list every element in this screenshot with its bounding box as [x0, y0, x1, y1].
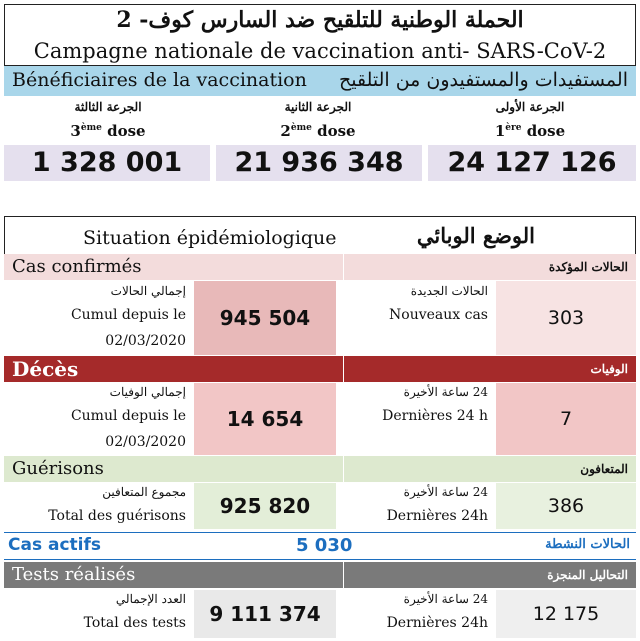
tests-recent-fr: Dernières 24h [386, 615, 488, 631]
confirmed-cumul-fr: Cumul depuis le [70, 307, 186, 323]
dose3-label-fr: 3ème dose [70, 122, 146, 140]
deaths-band [4, 356, 636, 382]
dose1-label-fr: 1ère dose [494, 122, 566, 140]
confirmed-new-ar: الحالات الجديدة [410, 284, 488, 298]
recoveries-label-fr: Guérisons [12, 458, 104, 479]
title-french: Campagne nationale de vaccination anti- SARS-CoV-2 [33, 39, 607, 63]
active-label-fr: Cas actifs [8, 535, 102, 555]
deaths-cumul-fr: Cumul depuis le [70, 408, 186, 424]
confirmed-new-fr: Nouveaux cas [389, 307, 488, 323]
tests-total-fr: Total des tests [83, 615, 186, 631]
recoveries-recent-ar: 24 ساعة الأخيرة [403, 485, 488, 499]
active-label-ar: الحالات النشطة [545, 537, 630, 552]
recoveries-label-ar: المتعافون [580, 462, 628, 476]
band-divider [343, 254, 344, 280]
tests-recent-value: 12 175 [496, 590, 636, 638]
dose1-label-ar: الجرعة الأولى [495, 100, 565, 114]
deaths-recent-value: 7 [496, 383, 636, 455]
dose2-value: 21 936 348 [216, 145, 422, 181]
dose3-value: 1 328 001 [4, 145, 210, 181]
recoveries-total-fr: Total des guérisons [48, 508, 186, 524]
deaths-label-ar: الوفيات [590, 362, 628, 376]
confirmed-label-fr: Cas confirmés [12, 256, 142, 277]
deaths-recent-fr: Dernières 24 h [382, 408, 488, 424]
beneficiaries-label-ar: المستفيدات والمستفيدون من التلقيح [338, 69, 628, 91]
dose3-label-ar: الجرعة الثالثة [74, 100, 142, 114]
beneficiaries-band [4, 66, 636, 96]
confirmed-cumul-value: 945 504 [194, 281, 336, 355]
tests-recent-ar: 24 ساعة الأخيرة [403, 592, 488, 606]
deaths-cumul-ar: إجمالي الوفيات [109, 385, 186, 399]
title-box [4, 4, 636, 66]
confirmed-new-value: 303 [496, 281, 636, 355]
band-divider [343, 356, 344, 382]
confirmed-cumul-ar: إجمالي الحالات [110, 284, 186, 298]
dose1-value: 24 127 126 [428, 145, 636, 181]
deaths-cumul-date: 02/03/2020 [105, 434, 186, 450]
recoveries-recent-fr: Dernières 24h [386, 508, 488, 524]
band-divider [343, 562, 344, 588]
tests-total-value: 9 111 374 [194, 590, 336, 638]
title-arabic: الحملة الوطنية للتلقيح ضد السارس كوف- 2 [116, 7, 524, 33]
dose2-label-ar: الجرعة الثانية [284, 100, 352, 114]
situation-label-fr: Situation épidémiologique [83, 227, 337, 249]
confirmed-label-ar: الحالات المؤكدة [548, 260, 628, 274]
deaths-label-fr: Décès [12, 357, 79, 381]
recoveries-recent-value: 386 [496, 483, 636, 529]
confirmed-band [4, 254, 636, 280]
tests-total-ar: العدد الإجمالي [115, 592, 186, 606]
beneficiaries-label-fr: Bénéficiaires de la vaccination [12, 69, 307, 91]
tests-band [4, 562, 636, 588]
confirmed-cumul-date: 02/03/2020 [105, 333, 186, 349]
dose2-label-fr: 2ème dose [280, 122, 356, 140]
tests-label-ar: التحاليل المنجزة [547, 568, 628, 582]
situation-box [4, 216, 636, 254]
deaths-cumul-value: 14 654 [194, 383, 336, 455]
recoveries-band [4, 456, 636, 482]
situation-label-ar: الوضع الوبائي [416, 223, 535, 248]
deaths-recent-ar: 24 ساعة الأخيرة [403, 385, 488, 399]
band-divider [343, 456, 344, 482]
active-row [4, 532, 636, 560]
tests-label-fr: Tests réalisés [12, 564, 136, 585]
recoveries-total-ar: مجموع المتعافين [102, 485, 186, 499]
recoveries-total-value: 925 820 [194, 483, 336, 529]
active-value: 5 030 [296, 535, 353, 556]
